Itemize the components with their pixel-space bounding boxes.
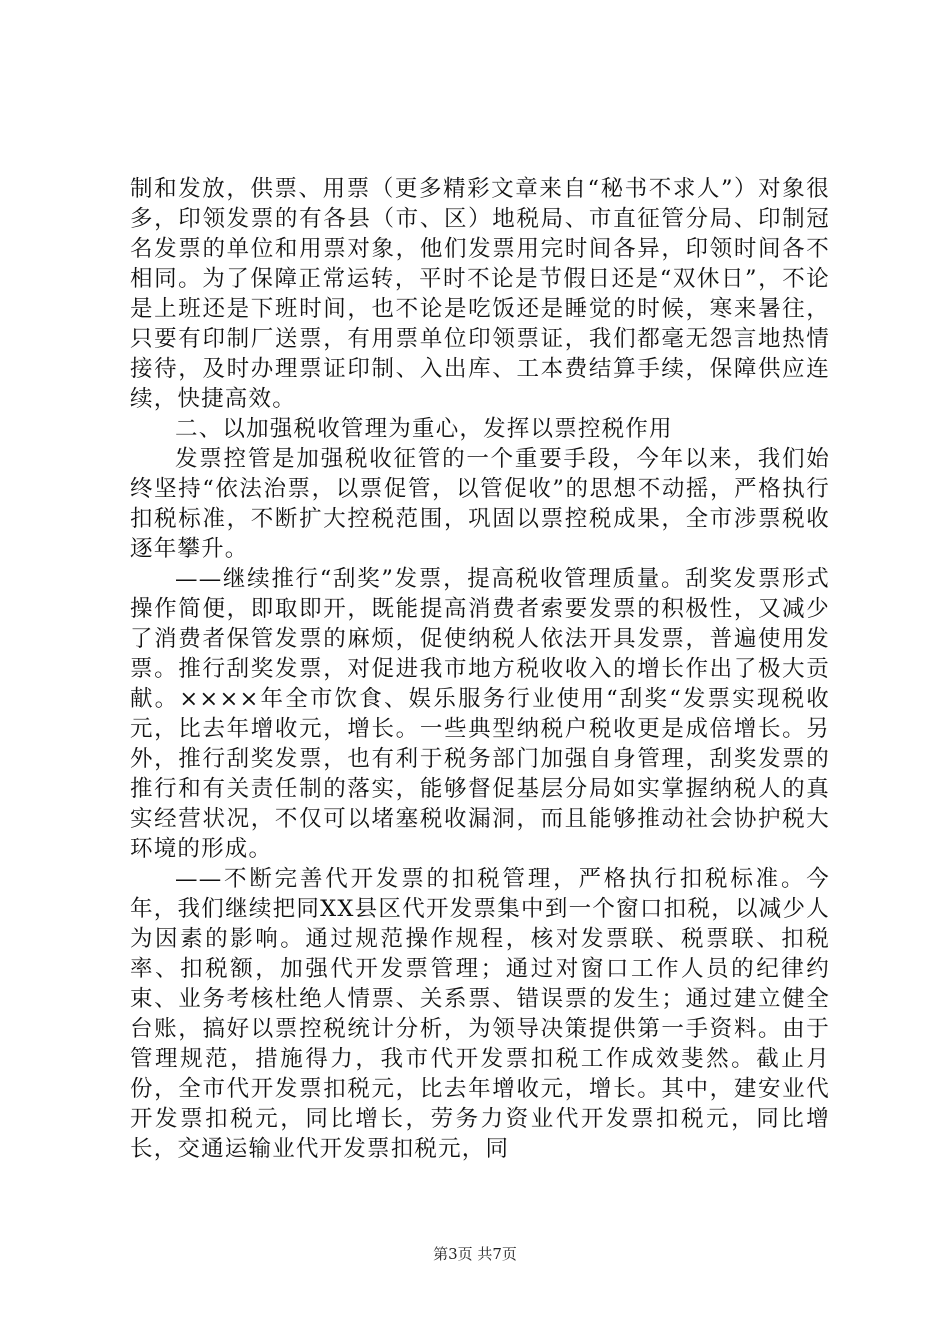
document-body — [130, 174, 830, 1164]
paragraph-4: ——继续推行“刮奖”发票，提高税收管理质量。刮奖发票形式操作简便，即取即开，既能提高消费者索要发票的积极性，又减少了消费者保管发票的麻烦，促使纳税人依法开具发票，普遍使用发票。推行刮奖发票，对促进我市地方税收收入的增长作出了极大贡献。××××年全市饮食、娱乐服务行业使用“刮奖“发票实现税收元，比去年增收元，增长。一些典型纳税户税收更是成倍增长。另外，推行刮奖发票，也有利于税务部门加强自身管理，刮奖发票的推行和有关责任制的落实，能够督促基层分局如实掌握纳税人的真实经营状况，不仅可以堵塞税收漏洞，而且能够推动社会协护税大环境的形成。 — [130, 566, 830, 862]
paragraph-1: 制和发放，供票、用票（更多精彩文章来自“秘书不求人”）对象很多，印领发票的有各县（市、区）地税局、市直征管分局、印制冠名发票的单位和用票对象，他们发票用完时间各异，印领时间各不相同。为了保障正常运转，平时不论是节假日还是“双休日”，不论是上班还是下班时间，也不论是吃饭还是睡觉的时候，寒来暑往，只要有印制厂送票，有用票单位印领票证，我们都毫无怨言地热情接待，及时办理票证印制、入出库、工本费结算手续，保障供应连续，快捷高效。 — [130, 176, 830, 412]
section-heading: 二、以加强税收管理为重心，发挥以票控税作用 — [175, 416, 673, 442]
paragraph-5: ——不断完善代开发票的扣税管理，严格执行扣税标准。今年，我们继续把同XX县区代开发票集中到一个窗口扣税，以减少人为因素的影响。通过规范操作规程，核对发票联、税票联、扣税率、扣税额，加强代开发票管理；通过对窗口工作人员的纪律约束、业务考核杜绝人情票、关系票、错误票的发生；通过建立健全台账，搞好以票控税统计分析，为领导决策提供第一手资料。由于管理规范，措施得力，我市代开发票扣税工作成效斐然。截止月份，全市代开发票扣税元，比去年增收元，增长。其中，建安业代开发票扣税元，同比增长，劳务力资业代开发票扣税元，同比增长，交通运输业代开发票扣税元，同 — [130, 866, 830, 1162]
paragraph-3: 发票控管是加强税收征管的一个重要手段，今年以来，我们始终坚持“依法治票，以票促管，以管促收”的思想不动摇，严格执行扣税标准，不断扩大控税范围，巩固以票控税成果，全市涉票税收逐年攀升。 — [130, 446, 830, 562]
page-number: 第3页 共7页 — [433, 1245, 517, 1263]
page-footer — [0, 1244, 950, 1264]
